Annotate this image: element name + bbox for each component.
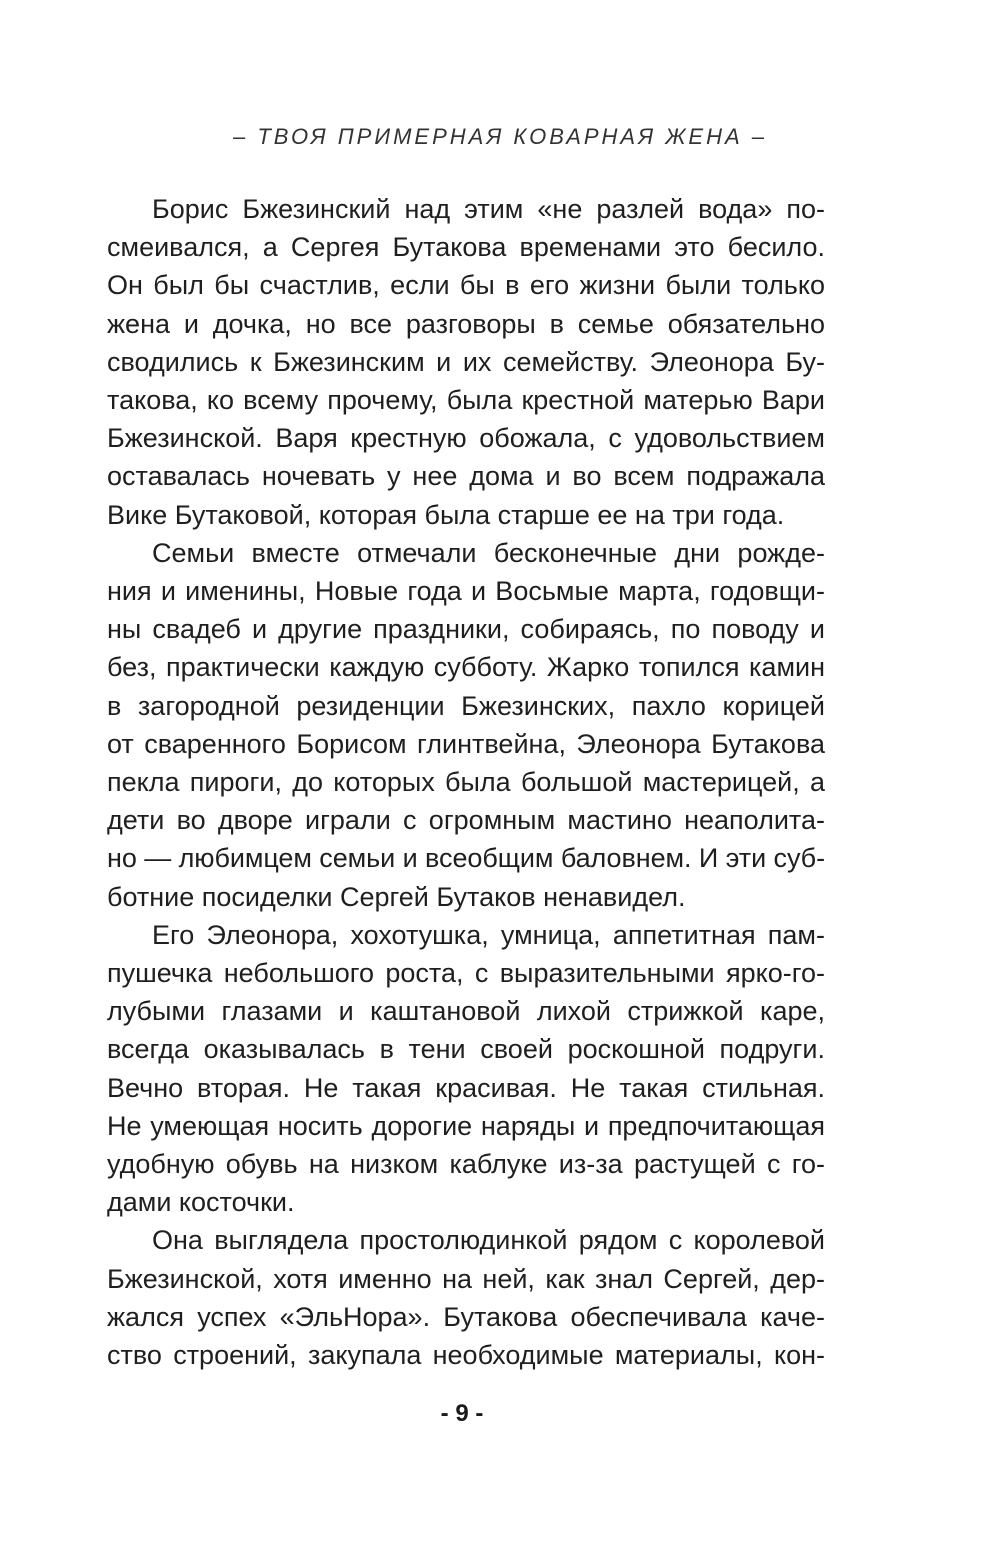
body-text — [107, 190, 825, 1374]
text-line: Вике Бутаковой, которая была старше ее на три года. — [107, 499, 785, 530]
text-line: оставалась ночевать у нее дома и во всем подражала — [107, 461, 825, 492]
text-line: Он был бы счастлив, если бы в его жизни были только — [107, 270, 825, 301]
text-line: ство строений, закупала необходимые материалы, кон- — [107, 1340, 825, 1371]
text-line: пушечка небольшого роста, с выразительными ярко-го- — [107, 958, 825, 989]
page-number: - 9 - — [440, 1400, 484, 1427]
text-line: жался успех «ЭльНора». Бутакова обеспечивала каче- — [107, 1301, 825, 1332]
text-line: смеивался, а Сергея Бутакова временами это бесило. — [107, 232, 825, 263]
text-line: но — любимцем семьи и всеобщим баловнем. И эти суб- — [107, 843, 825, 874]
text-line: Его Элеонора, хохотушка, умница, аппетитная пам- — [152, 919, 825, 950]
text-line: всегда оказывалась в тени своей роскошной подруги. — [107, 1034, 825, 1065]
text-line: Бжезинской, хотя именно на ней, как знал Сергей, дер- — [107, 1263, 825, 1294]
text-line: такова, ко всему прочему, была крестной матерью Вари — [107, 385, 825, 416]
paragraph — [107, 916, 825, 1222]
text-line: Не умеющая носить дорогие наряды и предпочитающая — [107, 1110, 825, 1141]
text-line: ботние посиделки Сергей Бутаков ненавидел. — [107, 881, 686, 912]
text-line: дети во дворе играли с огромным мастино неаполита- — [107, 805, 825, 836]
text-line: Борис Бжезинский над этим «не разлей вода» по- — [152, 194, 825, 224]
running-header: – ТВОЯ ПРИМЕРНАЯ КОВАРНАЯ ЖЕНА – — [233, 124, 767, 149]
text-line: Семьи вместе отмечали бесконечные дни рожде- — [152, 537, 825, 568]
text-line: в загородной резиденции Бжезинских, пахло корицей — [107, 690, 825, 721]
text-line: ны свадеб и другие праздники, собираясь, по поводу и — [107, 614, 825, 645]
text-line: Вечно вторая. Не такая красивая. Не такая стильная. — [107, 1072, 825, 1103]
text-line: удобную обувь на низком каблуке из-за растущей с го- — [107, 1149, 825, 1180]
text-line: жена и дочка, но все разговоры в семье обязательно — [107, 308, 825, 339]
text-line: сводились к Бжезинским и их семейству. Элеонора Бу- — [107, 346, 825, 377]
text-line: Она выглядела простолюдинкой рядом с королевой — [152, 1225, 825, 1256]
text-line: Бжезинской. Варя крестную обожала, с удовольствием — [107, 423, 825, 454]
text-line: лубыми глазами и каштановой лихой стрижкой каре, — [107, 996, 825, 1027]
text-line: от сваренного Борисом глинтвейна, Элеонора Бутакова — [107, 728, 825, 759]
text-line: ния и именины, Новые года и Восьмые марта, годовщи- — [107, 576, 825, 607]
paragraph — [107, 190, 825, 534]
text-line: дами косточки. — [107, 1187, 295, 1218]
text-line: без, практически каждую субботу. Жарко топился камин — [107, 652, 825, 683]
paragraph — [107, 534, 825, 916]
text-line: пекла пироги, до которых была большой мастерицей, а — [107, 767, 825, 798]
paragraph — [107, 1221, 825, 1374]
